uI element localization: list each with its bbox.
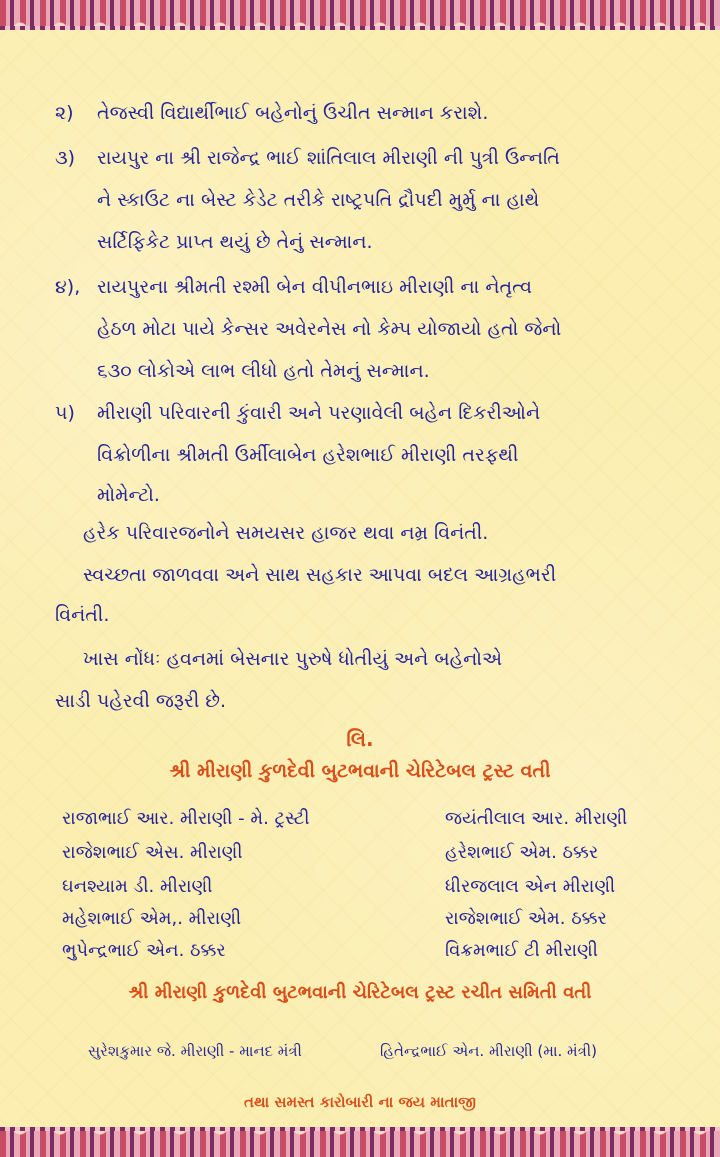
decorative-border-top	[0, 0, 720, 30]
trustee-name: રાજેશભાઈ એમ. ઠક્કર	[445, 908, 607, 929]
decorative-border-bottom	[0, 1127, 720, 1157]
officer-secretary: સુરેશકુમાર જે. મીરાણી - માનદ મંત્રી	[88, 1042, 302, 1060]
trustee-name: મહેશભાઈ એમ,. મીરાણી	[62, 908, 242, 929]
note-dress-code-line-2: સાડી પહેરવી જરૂરી છે.	[55, 690, 227, 712]
note-attendance: હરેક પરિવારજનોને સમયસર હાજર થવા નમ્ર વિનંતી.	[83, 522, 489, 544]
note-cleanliness-line-1: સ્વચ્છતા જાળવવા અને સાથ સહકાર આપવા બદલ આગ્રહભરી	[83, 564, 557, 586]
point-2-line-1: તેજસ્વી વિદ્યાર્થીભાઈ બહેનોનું ઉચીત સન્માન કરાશે.	[97, 102, 489, 124]
point-3-line-1: રાયપુર ના શ્રી રાજેન્દ્ર ભાઈ શાંતિલાલ મીરાણી ની પુત્રી ઉન્નતિ	[97, 147, 560, 169]
signoff-li: લિ.	[346, 727, 374, 751]
point-4-line-3: ૬૩૦ લોકોએ લાભ લીધો હતો તેમનું સન્માન.	[97, 360, 430, 382]
point-4-number: ૪),	[55, 276, 81, 298]
trustee-name: ભુપેન્દ્રભાઈ એન. ઠક્કર	[62, 940, 226, 961]
point-3-line-3: સર્ટિફિકેટ પ્રાપ્ત થયું છે તેનું સન્માન.	[97, 231, 373, 253]
point-4-line-1: રાયપુરના શ્રીમતી રશ્મી બેન વીપીનભાઇ મીરાણી ના નેતૃત્વ	[97, 276, 532, 298]
point-2-number: ૨)	[55, 102, 74, 124]
trustee-name: વિક્રમભાઈ ટી મીરાણી	[445, 940, 598, 961]
committee-heading: શ્રી મીરાણી કુળદેવી બુટભવાની ચેરિટેબલ ટ્રસ્ટ રચીત સમિતી વતી	[128, 982, 592, 1003]
closing-greeting: તથા સમસ્ત કારોબારી ના જય માતાજી	[244, 1093, 476, 1111]
note-dress-code-line-1: ખાસ નોંધઃ હવનમાં બેસનાર પુરુષે ધોતીયું અને બહેનોએ	[83, 648, 503, 670]
trustee-name: ધીરજલાલ એન મીરાણી	[445, 876, 616, 897]
point-5-number: ૫)	[55, 402, 75, 424]
trustee-name: ઘનશ્યામ ડી. મીરાણી	[62, 876, 213, 897]
point-5-line-2: વિક્રોળીના શ્રીમતી ઉર્મીલાબેન હરેશભાઈ મીરાણી તરફથી	[97, 444, 519, 466]
point-3-line-2: ને સ્કાઉટ ના બેસ્ટ કેડેટ તરીકે રાષ્ટ્રપતિ દ્રૌપદી મુર્મુ ના હાથે	[97, 189, 540, 211]
trustee-name: રાજાભાઈ આર. મીરાણી - મે. ટ્રસ્ટી	[62, 808, 310, 829]
officer-secretary-2: હિતેન્દ્રભાઈ એન. મીરાણી (મા. મંત્રી)	[380, 1042, 597, 1060]
point-5-line-3: મોમેન્ટો.	[97, 484, 160, 506]
point-4-line-2: હેઠળ મોટા પાયે કેન્સર અવેરનેસ નો કેમ્પ યોજાયો હતો જેનો	[97, 318, 562, 340]
trustee-name: હરેશભાઈ એમ. ઠક્કર	[445, 842, 599, 863]
note-cleanliness-line-2: વિનંતી.	[55, 604, 110, 626]
point-5-line-1: મીરાણી પરિવારની કુંવારી અને પરણાવેલી બહેન દિકરીઓને	[97, 402, 541, 424]
trust-name-heading: શ્રી મીરાણી કુળદેવી બુટભવાની ચેરિટેબલ ટ્રસ્ટ વતી	[169, 760, 551, 782]
trustee-name: જયંતીલાલ આર. મીરાણી	[445, 808, 628, 829]
trustee-name: રાજેશભાઈ એસ. મીરાણી	[62, 842, 243, 863]
point-3-number: ૩)	[55, 147, 76, 169]
